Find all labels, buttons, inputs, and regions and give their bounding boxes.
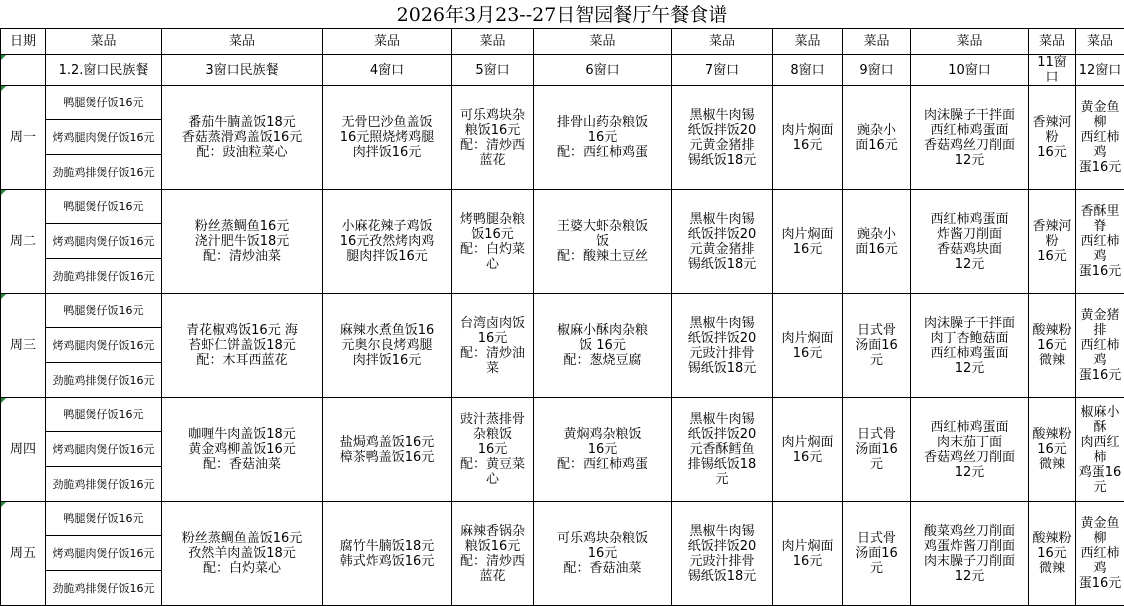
dish-cell [534,86,672,190]
dish-cell [1029,86,1076,190]
dish-cell-w12c: 椒麻小酥 肉西红柿 鸡蛋16元 [1078,405,1122,495]
claypot-item: 劲脆鸡排煲仔饭16元 [46,363,162,398]
header-dish: 菜品 [843,29,911,55]
dish-cell-w4: 无骨巴沙鱼盖饭 16元照烧烤鸡腿 肉拌饭16元 [325,115,449,160]
dish-cell-w4: 麻辣水煮鱼饭16 元奥尔良烤鸡腿 肉拌饭16元 [325,323,449,368]
dish-cell-w6: 椒麻小酥肉杂粮 饭 16元 配：葱烧豆腐 [536,323,669,368]
dish-cell [843,190,911,294]
dish-cell [911,398,1029,502]
header-dish: 菜品 [1076,29,1124,55]
dish-cell [323,86,452,190]
header-dish: 菜品 [773,29,843,55]
claypot-item: 烤鸡腿肉煲仔饭16元 [46,328,162,363]
dish-cell [843,294,911,398]
window-label: 12窗口 [1076,55,1124,86]
dish-cell-w7: 黑椒牛肉锡 纸饭拌饭20 元黄金猪排 锡纸饭18元 [674,212,770,272]
claypot-item: 鸭腿煲仔饭16元 [46,86,162,120]
dish-cell-w12c: 黄金猪排 西红柿鸡 蛋16元 [1078,308,1122,383]
header-dish: 菜品 [162,29,323,55]
dish-cell [452,190,534,294]
dish-cell [672,86,773,190]
dish-cell [452,86,534,190]
window-spacer [1,55,46,86]
claypot-item: 劲脆鸡排煲仔饭16元 [46,259,162,294]
window-label: 8窗口 [773,55,843,86]
dish-cell [534,502,672,606]
dish-cell [1029,502,1076,606]
dish-cell [1029,398,1076,502]
dish-cell [1076,398,1124,502]
dish-cell-w6: 黄焖鸡杂粮饭 16元 配：西红柿鸡蛋 [536,427,669,472]
window-label: 7窗口 [672,55,773,86]
header-row [1,29,1124,55]
dish-cell [672,398,773,502]
dish-cell-w12c: 黄金鱼柳 西红柿鸡 蛋16元 [1078,516,1122,591]
header-date: 日期 [1,29,46,55]
dish-cell-w8: 肉片焖面 16元 [775,123,840,153]
dish-cell-w5: 豉汁蒸排骨 杂粮饭 16元 配：黄豆菜 心 [454,412,531,487]
dish-cell [452,398,534,502]
dish-cell-w5: 烤鸭腿杂粮 饭16元 配：白灼菜 心 [454,212,531,272]
dish-cell-w3: 番茄牛腩盖饭18元 香菇蒸滑鸡盖饭16元 配：豉油粒菜心 [164,115,320,160]
dish-cell [1076,86,1124,190]
dish-cell-w10: 西红柿鸡蛋面 炸酱刀削面 香菇鸡块面 12元 [913,212,1026,272]
dish-cell-w11: 酸辣粉 16元 微辣 [1031,531,1073,576]
header-dish: 菜品 [534,29,672,55]
dish-cell [534,398,672,502]
dish-cell-w8: 肉片焖面 16元 [775,435,840,465]
dish-cell [773,398,843,502]
dish-cell [1076,294,1124,398]
day-label: 周四 [1,398,46,502]
claypot-item: 烤鸡腿肉煲仔饭16元 [46,432,162,467]
dish-cell-w6: 排骨山药杂粮饭 16元 配：西红柿鸡蛋 [536,115,669,160]
dish-cell [1076,502,1124,606]
dish-cell [323,398,452,502]
dish-cell-w6: 王婆大虾杂粮饭 饭 配：酸辣土豆丝 [536,219,669,264]
day-row [1,190,1124,224]
dish-cell [672,502,773,606]
dish-cell [534,294,672,398]
dish-cell-w8: 肉片焖面 16元 [775,331,840,361]
dish-cell-w5: 麻辣香锅杂 粮饭16元 配：清炒西 蓝花 [454,524,531,584]
dish-cell-w11: 酸辣粉 16元 微辣 [1031,323,1073,368]
claypot-item: 鸭腿煲仔饭16元 [46,294,162,328]
window-label: 5窗口 [452,55,534,86]
header-dish: 菜品 [46,29,162,55]
dish-cell-w5: 台湾卤肉饭 16元 配：清炒油 菜 [454,316,531,376]
dish-cell-w9: 豌杂小 面16元 [845,227,908,257]
dish-cell-w9: 豌杂小 面16元 [845,123,908,153]
dish-cell [323,502,452,606]
header-dish: 菜品 [911,29,1029,55]
claypot-item: 鸭腿煲仔饭16元 [46,398,162,432]
claypot-item: 鸭腿煲仔饭16元 [46,502,162,536]
day-row [1,86,1124,120]
day-label: 周三 [1,294,46,398]
window-label: 4窗口 [323,55,452,86]
dish-cell-w10: 酸菜鸡丝刀削面 鸡蛋炸酱刀削面 肉末臊子刀削面 12元 [913,524,1026,584]
dish-cell-w10: 肉沫臊子干拌面 西红柿鸡蛋面 香菇鸡丝刀削面 12元 [913,108,1026,168]
dish-cell [773,86,843,190]
dish-cell [1076,190,1124,294]
dish-cell [672,190,773,294]
dish-cell [773,502,843,606]
window-label: 10窗口 [911,55,1029,86]
dish-cell-w3: 咖喱牛肉盖饭18元 黄金鸡柳盖饭16元 配：香菇油菜 [164,427,320,472]
dish-cell [162,86,323,190]
dish-cell-w6: 可乐鸡块杂粮饭 16元 配：香菇油菜 [536,531,669,576]
dish-cell [452,502,534,606]
dish-cell [323,190,452,294]
claypot-item: 烤鸡腿肉煲仔饭16元 [46,536,162,571]
dish-cell-w4: 盐焗鸡盖饭16元 樟茶鸭盖饭16元 [325,435,449,465]
dish-cell [1029,294,1076,398]
claypot-item: 鸭腿煲仔饭16元 [46,190,162,224]
dish-cell [843,86,911,190]
dish-cell-w7: 黑椒牛肉锡 纸饭拌饭20 元豉汁排骨 锡纸饭18元 [674,316,770,376]
lunch-menu-table [0,28,1124,606]
dish-cell-w7: 黑椒牛肉锡 纸饭拌饭20 元豉汁排骨 锡纸饭18元 [674,524,770,584]
dish-cell [162,398,323,502]
dish-cell [911,190,1029,294]
day-label: 周一 [1,86,46,190]
dish-cell [162,502,323,606]
window-label: 6窗口 [534,55,672,86]
dish-cell-w8: 肉片焖面 16元 [775,227,840,257]
dish-cell [911,502,1029,606]
window-row [1,55,1124,86]
dish-cell-w9: 日式骨 汤面16 元 [845,323,908,368]
day-row [1,398,1124,432]
dish-cell [452,294,534,398]
dish-cell-w12c: 香酥里脊 西红柿鸡 蛋16元 [1078,204,1122,279]
dish-cell [672,294,773,398]
dish-cell-w9: 日式骨 汤面16 元 [845,427,908,472]
dish-cell [843,502,911,606]
claypot-item: 劲脆鸡排煲仔饭16元 [46,155,162,190]
dish-cell-w10: 肉沫臊子干拌面 肉丁杏鲍菇面 西红柿鸡蛋面 12元 [913,316,1026,376]
dish-cell-w12c: 黄金鱼柳 西红柿鸡 蛋16元 [1078,100,1122,175]
menu-title: 2026年3月23--27日智园餐厅午餐食谱 [0,0,1124,30]
window-label: 3窗口民族餐 [162,55,323,86]
dish-cell [773,294,843,398]
dish-cell-w8: 肉片焖面 16元 [775,539,840,569]
dish-cell [162,190,323,294]
dish-cell-w4: 小麻花辣子鸡饭 16元孜然烤肉鸡 腿肉拌饭16元 [325,219,449,264]
header-dish: 菜品 [672,29,773,55]
day-label: 周五 [1,502,46,606]
day-row [1,294,1124,328]
dish-cell [162,294,323,398]
header-dish: 菜品 [452,29,534,55]
header-dish: 菜品 [323,29,452,55]
header-dish: 菜品 [1029,29,1076,55]
dish-cell-w7: 黑椒牛肉锡 纸饭拌饭20 元黄金猪排 锡纸饭18元 [674,108,770,168]
dish-cell-w11: 酸辣粉 16元 微辣 [1031,427,1073,472]
claypot-item: 劲脆鸡排煲仔饭16元 [46,467,162,502]
window-label: 11窗口 [1029,55,1076,86]
window-label: 9窗口 [843,55,911,86]
dish-cell-w3: 粉丝蒸鲷鱼16元 浇汁肥牛饭18元 配：清炒油菜 [164,219,320,264]
claypot-item: 烤鸡腿肉煲仔饭16元 [46,224,162,259]
dish-cell-w3: 粉丝蒸鲷鱼盖饭16元 孜然羊肉盖饭18元 配：白灼菜心 [164,531,320,576]
dish-cell-w11: 香辣河 粉 16元 [1031,115,1073,160]
dish-cell [843,398,911,502]
day-label: 周二 [1,190,46,294]
claypot-item: 劲脆鸡排煲仔饭16元 [46,571,162,606]
dish-cell-w9: 日式骨 汤面16 元 [845,531,908,576]
dish-cell [911,294,1029,398]
dish-cell [534,190,672,294]
claypot-item: 烤鸡腿肉煲仔饭16元 [46,120,162,155]
dish-cell-w10: 西红柿鸡蛋面 肉末茄丁面 香菇鸡丝刀削面 12元 [913,420,1026,480]
dish-cell [911,86,1029,190]
window-label: 1.2.窗口民族餐 [46,55,162,86]
dish-cell-w3: 青花椒鸡饭16元 海 苔虾仁饼盖饭18元 配：木耳西蓝花 [164,323,320,368]
dish-cell [323,294,452,398]
dish-cell-w5: 可乐鸡块杂 粮饭16元 配：清炒西 蓝花 [454,108,531,168]
dish-cell-w4: 腐竹牛腩饭18元 韩式炸鸡饭16元 [325,539,449,569]
dish-cell [773,190,843,294]
day-row [1,502,1124,536]
dish-cell-w11: 香辣河 粉 16元 [1031,219,1073,264]
dish-cell [1029,190,1076,294]
dish-cell-w7: 黑椒牛肉锡 纸饭拌饭20 元香酥鳕鱼 排锡纸饭18 元 [674,412,770,487]
